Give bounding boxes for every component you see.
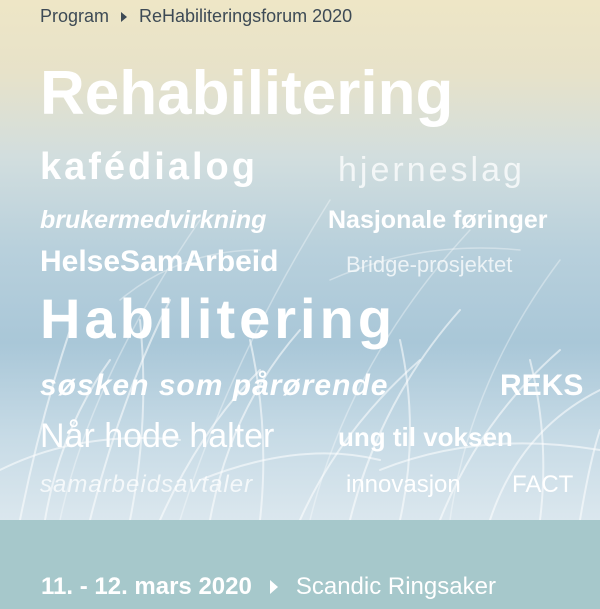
word-habilitering: Habilitering (40, 287, 397, 350)
word-kafedialog: kafédialog (40, 146, 258, 188)
word-innovasjon: innovasjon (346, 471, 461, 498)
word-reks: REKS (500, 369, 584, 402)
event-date: 11. - 12. mars 2020 (41, 573, 252, 600)
chevron-right-icon (270, 580, 278, 594)
word-nasjonale-foringer: Nasjonale føringer (328, 206, 548, 234)
word-rehabilitering: Rehabilitering (40, 59, 454, 128)
breadcrumb-item-program[interactable]: Program (40, 6, 110, 26)
breadcrumb (40, 6, 352, 27)
event-info (41, 573, 496, 601)
event-venue: Scandic Ringsaker (295, 573, 496, 600)
word-fact: FACT (512, 471, 574, 498)
word-sosken-som-parorende: søsken som pårørende (40, 369, 389, 402)
word-samarbeidsavtaler: samarbeidsavtaler (40, 471, 254, 498)
word-helsesamarbeid: HelseSamArbeid (40, 245, 279, 278)
breadcrumb-item-event[interactable]: ReHabiliteringsforum 2020 (139, 6, 353, 26)
word-bridge-prosjektet: Bridge-prosjektet (346, 252, 513, 277)
chevron-right-icon (121, 12, 127, 22)
word-nar-hode-halter: Når hode halter (40, 417, 275, 455)
word-hjerneslag: hjerneslag (338, 151, 525, 189)
word-ung-til-voksen: ung til voksen (338, 422, 513, 452)
word-brukermedvirkning: brukermedvirkning (40, 206, 267, 234)
